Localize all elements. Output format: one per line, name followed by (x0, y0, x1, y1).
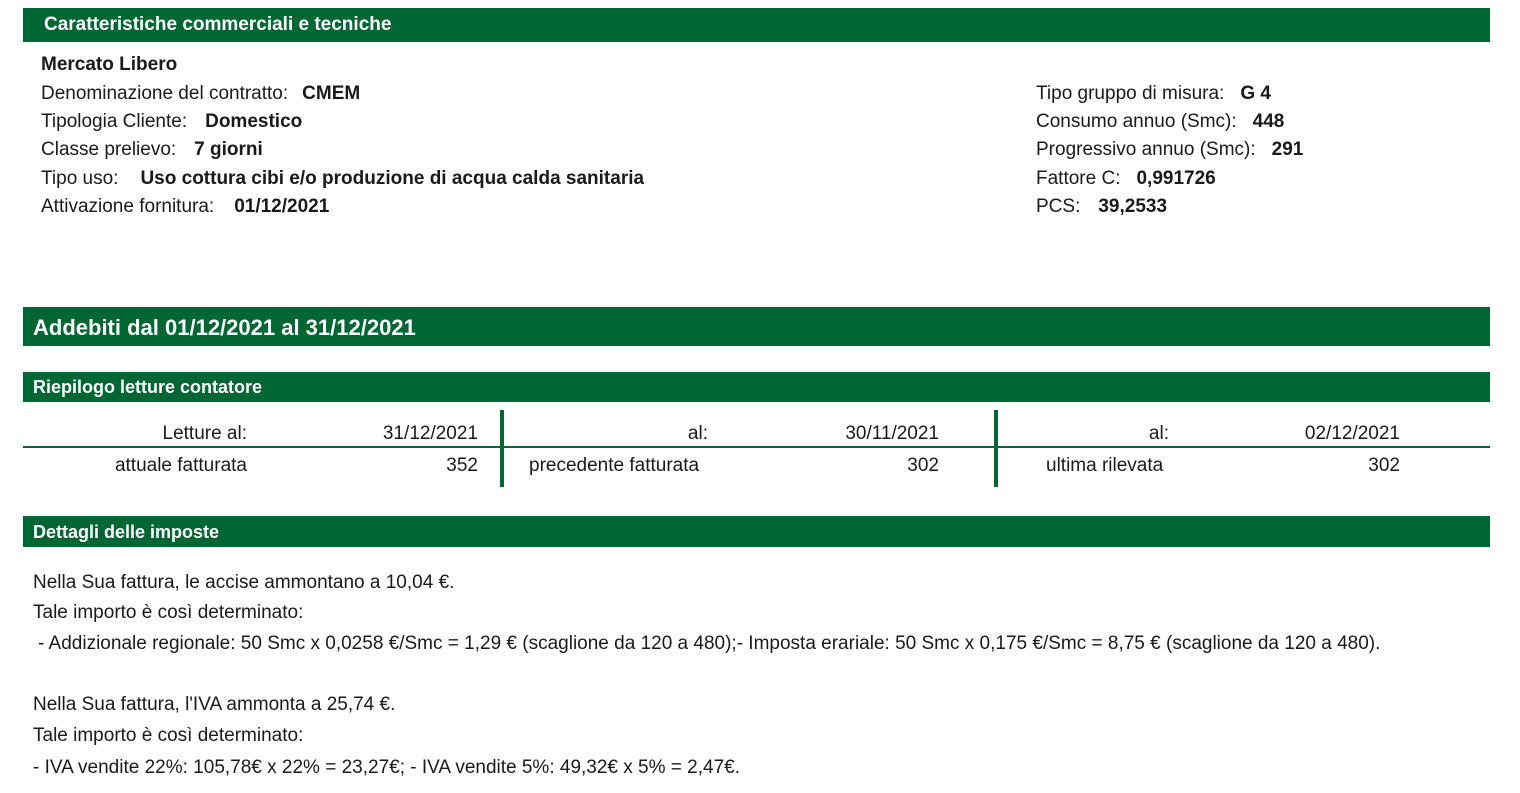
reading-head-date: 31/12/2021 (382, 423, 478, 444)
activation-row (41, 196, 329, 218)
reading-head-date: 30/11/2021 (845, 423, 939, 444)
reading-row-value: 302 (907, 455, 939, 476)
reading-row-label: attuale fatturata (114, 455, 247, 476)
vat-intro-text: Tale importo è così determinato: (33, 725, 304, 746)
section-header-charges (23, 307, 1490, 346)
section-title: Riepilogo letture contatore (33, 377, 263, 397)
customer-type-row (41, 111, 302, 133)
field-label: Progressivo annuo (Smc): (1036, 139, 1256, 160)
section-title: Caratteristiche commerciali e tecniche (44, 14, 392, 35)
reading-row-label: ultima rilevata (1046, 455, 1164, 476)
reading-head-label: Letture al: (162, 423, 247, 444)
c-factor-row (1036, 168, 1216, 190)
field-value: CMEM (302, 83, 361, 104)
field-label: PCS: (1036, 196, 1081, 217)
excise-detail-text: - Addizionale regionale: 50 Smc x 0,0258 €/Smc = 1,29 € (scaglione da 120 a 480);- Imposta erariale: 50 Smc x 0,175 €/Smc = 8,75 € (scaglione da 120 a 480). (38, 633, 1381, 654)
reading-row-label: precedente fatturata (529, 455, 700, 476)
field-value: 39,2533 (1098, 196, 1168, 217)
vat-total-text: Nella Sua fattura, l'IVA ammonta a 25,74 €. (33, 694, 396, 715)
reading-row-value: 302 (1368, 455, 1400, 476)
section-header-taxes (23, 516, 1490, 547)
section-title: Dettagli delle imposte (33, 522, 220, 542)
field-value: G 4 (1240, 83, 1271, 104)
annual-consumption-row (1036, 111, 1284, 133)
field-label: Classe prelievo: (41, 139, 177, 160)
field-label: Tipologia Cliente: (41, 111, 188, 132)
field-value: 0,991726 (1136, 168, 1216, 189)
usage-type-row (41, 168, 644, 190)
field-label: Fattore C: (1036, 168, 1121, 189)
field-label: Tipo gruppo di misura: (1036, 83, 1225, 104)
excise-intro-text: Tale importo è così determinato: (33, 602, 304, 623)
market-type: Mercato Libero (41, 54, 178, 75)
withdrawal-class-row (41, 139, 263, 161)
field-value: Domestico (205, 111, 303, 132)
field-value: 01/12/2021 (234, 196, 330, 217)
field-label: Attivazione fornitura: (41, 196, 215, 217)
table-header-rule (23, 446, 1490, 448)
vat-detail-text: - IVA vendite 22%: 105,78€ x 22% = 23,27€; - IVA vendite 5%: 49,32€ x 5% = 2,47€. (33, 757, 740, 778)
field-value: 291 (1271, 139, 1304, 160)
field-label: Tipo uso: (41, 168, 119, 189)
field-value: 448 (1252, 111, 1285, 132)
reading-head-label: al: (1148, 423, 1169, 444)
section-title: Addebiti dal 01/12/2021 al 31/12/2021 (33, 315, 416, 340)
field-value: Uso cottura cibi e/o produzione di acqua calda sanitaria (140, 168, 645, 189)
section-header-readings (23, 372, 1490, 402)
reading-row-value: 352 (446, 455, 478, 476)
field-label: Denominazione del contratto: (41, 83, 289, 104)
progressive-annual-row (1036, 139, 1303, 161)
meter-group-row (1036, 83, 1271, 105)
excise-total-text: Nella Sua fattura, le accise ammontano a 10,04 €. (33, 572, 455, 593)
reading-head-label: al: (687, 423, 708, 444)
reading-head-date: 02/12/2021 (1304, 423, 1400, 444)
column-divider (994, 410, 998, 487)
section-header-characteristics (23, 8, 1490, 42)
field-value: 7 giorni (194, 139, 263, 160)
contract-name-row (41, 83, 360, 105)
pcs-row (1036, 196, 1167, 218)
column-divider (500, 410, 504, 487)
field-label: Consumo annuo (Smc): (1036, 111, 1237, 132)
